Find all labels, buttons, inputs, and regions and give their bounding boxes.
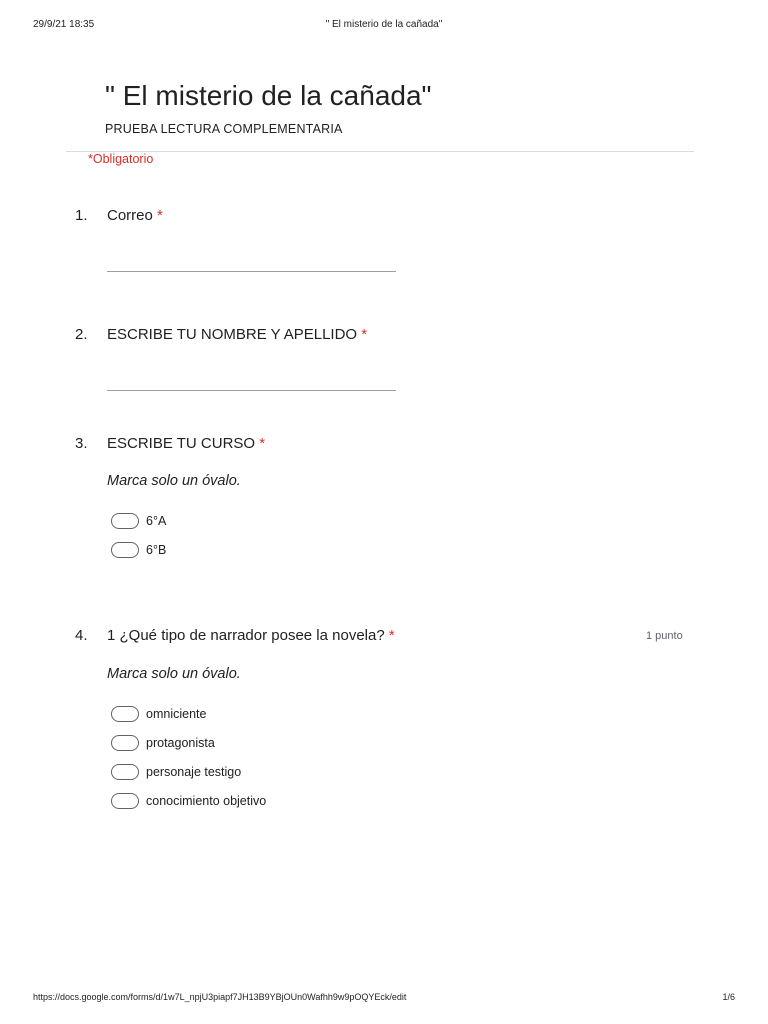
print-date: 29/9/21 18:35	[33, 19, 95, 30]
radio-oval[interactable]	[111, 513, 139, 529]
option-label: conocimiento objetivo	[146, 794, 267, 808]
required-asterisk: *	[259, 435, 266, 452]
radio-oval[interactable]	[111, 542, 139, 558]
question-hint: Marca solo un óvalo.	[107, 473, 241, 489]
print-doc-title: " El misterio de la cañada"	[325, 19, 443, 30]
radio-oval[interactable]	[111, 764, 139, 780]
form-title: " El misterio de la cañada"	[105, 80, 432, 111]
required-note: *Obligatorio	[88, 152, 154, 166]
question-number: 3.	[75, 435, 88, 452]
radio-oval[interactable]	[111, 735, 139, 751]
required-asterisk: *	[361, 326, 368, 343]
name-field[interactable]	[107, 390, 396, 391]
option-label: 6°A	[146, 514, 167, 528]
question-hint: Marca solo un óvalo.	[107, 666, 241, 682]
radio-oval[interactable]	[111, 706, 139, 722]
required-asterisk: *	[157, 207, 163, 224]
question-number: 1.	[75, 207, 88, 224]
question-number: 4.	[75, 627, 88, 644]
option-label: protagonista	[146, 736, 215, 750]
question-number: 2.	[75, 326, 88, 343]
question-text: Correo *	[107, 207, 163, 224]
required-asterisk: *	[388, 627, 395, 644]
print-page-number: 1/6	[722, 992, 735, 1002]
option-label: 6°B	[146, 543, 167, 557]
option-label: personaje testigo	[146, 765, 242, 779]
email-field[interactable]	[107, 271, 396, 272]
question-points: 1 punto	[646, 630, 683, 642]
option-label: omniciente	[146, 707, 207, 721]
radio-oval[interactable]	[111, 793, 139, 809]
question-text: ESCRIBE TU CURSO *	[107, 435, 266, 452]
print-url: https://docs.google.com/forms/d/1w7L_npjU3piapf7JH13B9YBjOUn0Wafhh9w9pOQYEck/edit	[33, 992, 407, 1002]
header-divider	[66, 151, 694, 152]
question-text: 1 ¿Qué tipo de narrador posee la novela? *	[107, 627, 395, 644]
form-description: PRUEBA LECTURA COMPLEMENTARIA	[105, 122, 343, 136]
question-text: ESCRIBE TU NOMBRE Y APELLIDO *	[107, 326, 368, 343]
